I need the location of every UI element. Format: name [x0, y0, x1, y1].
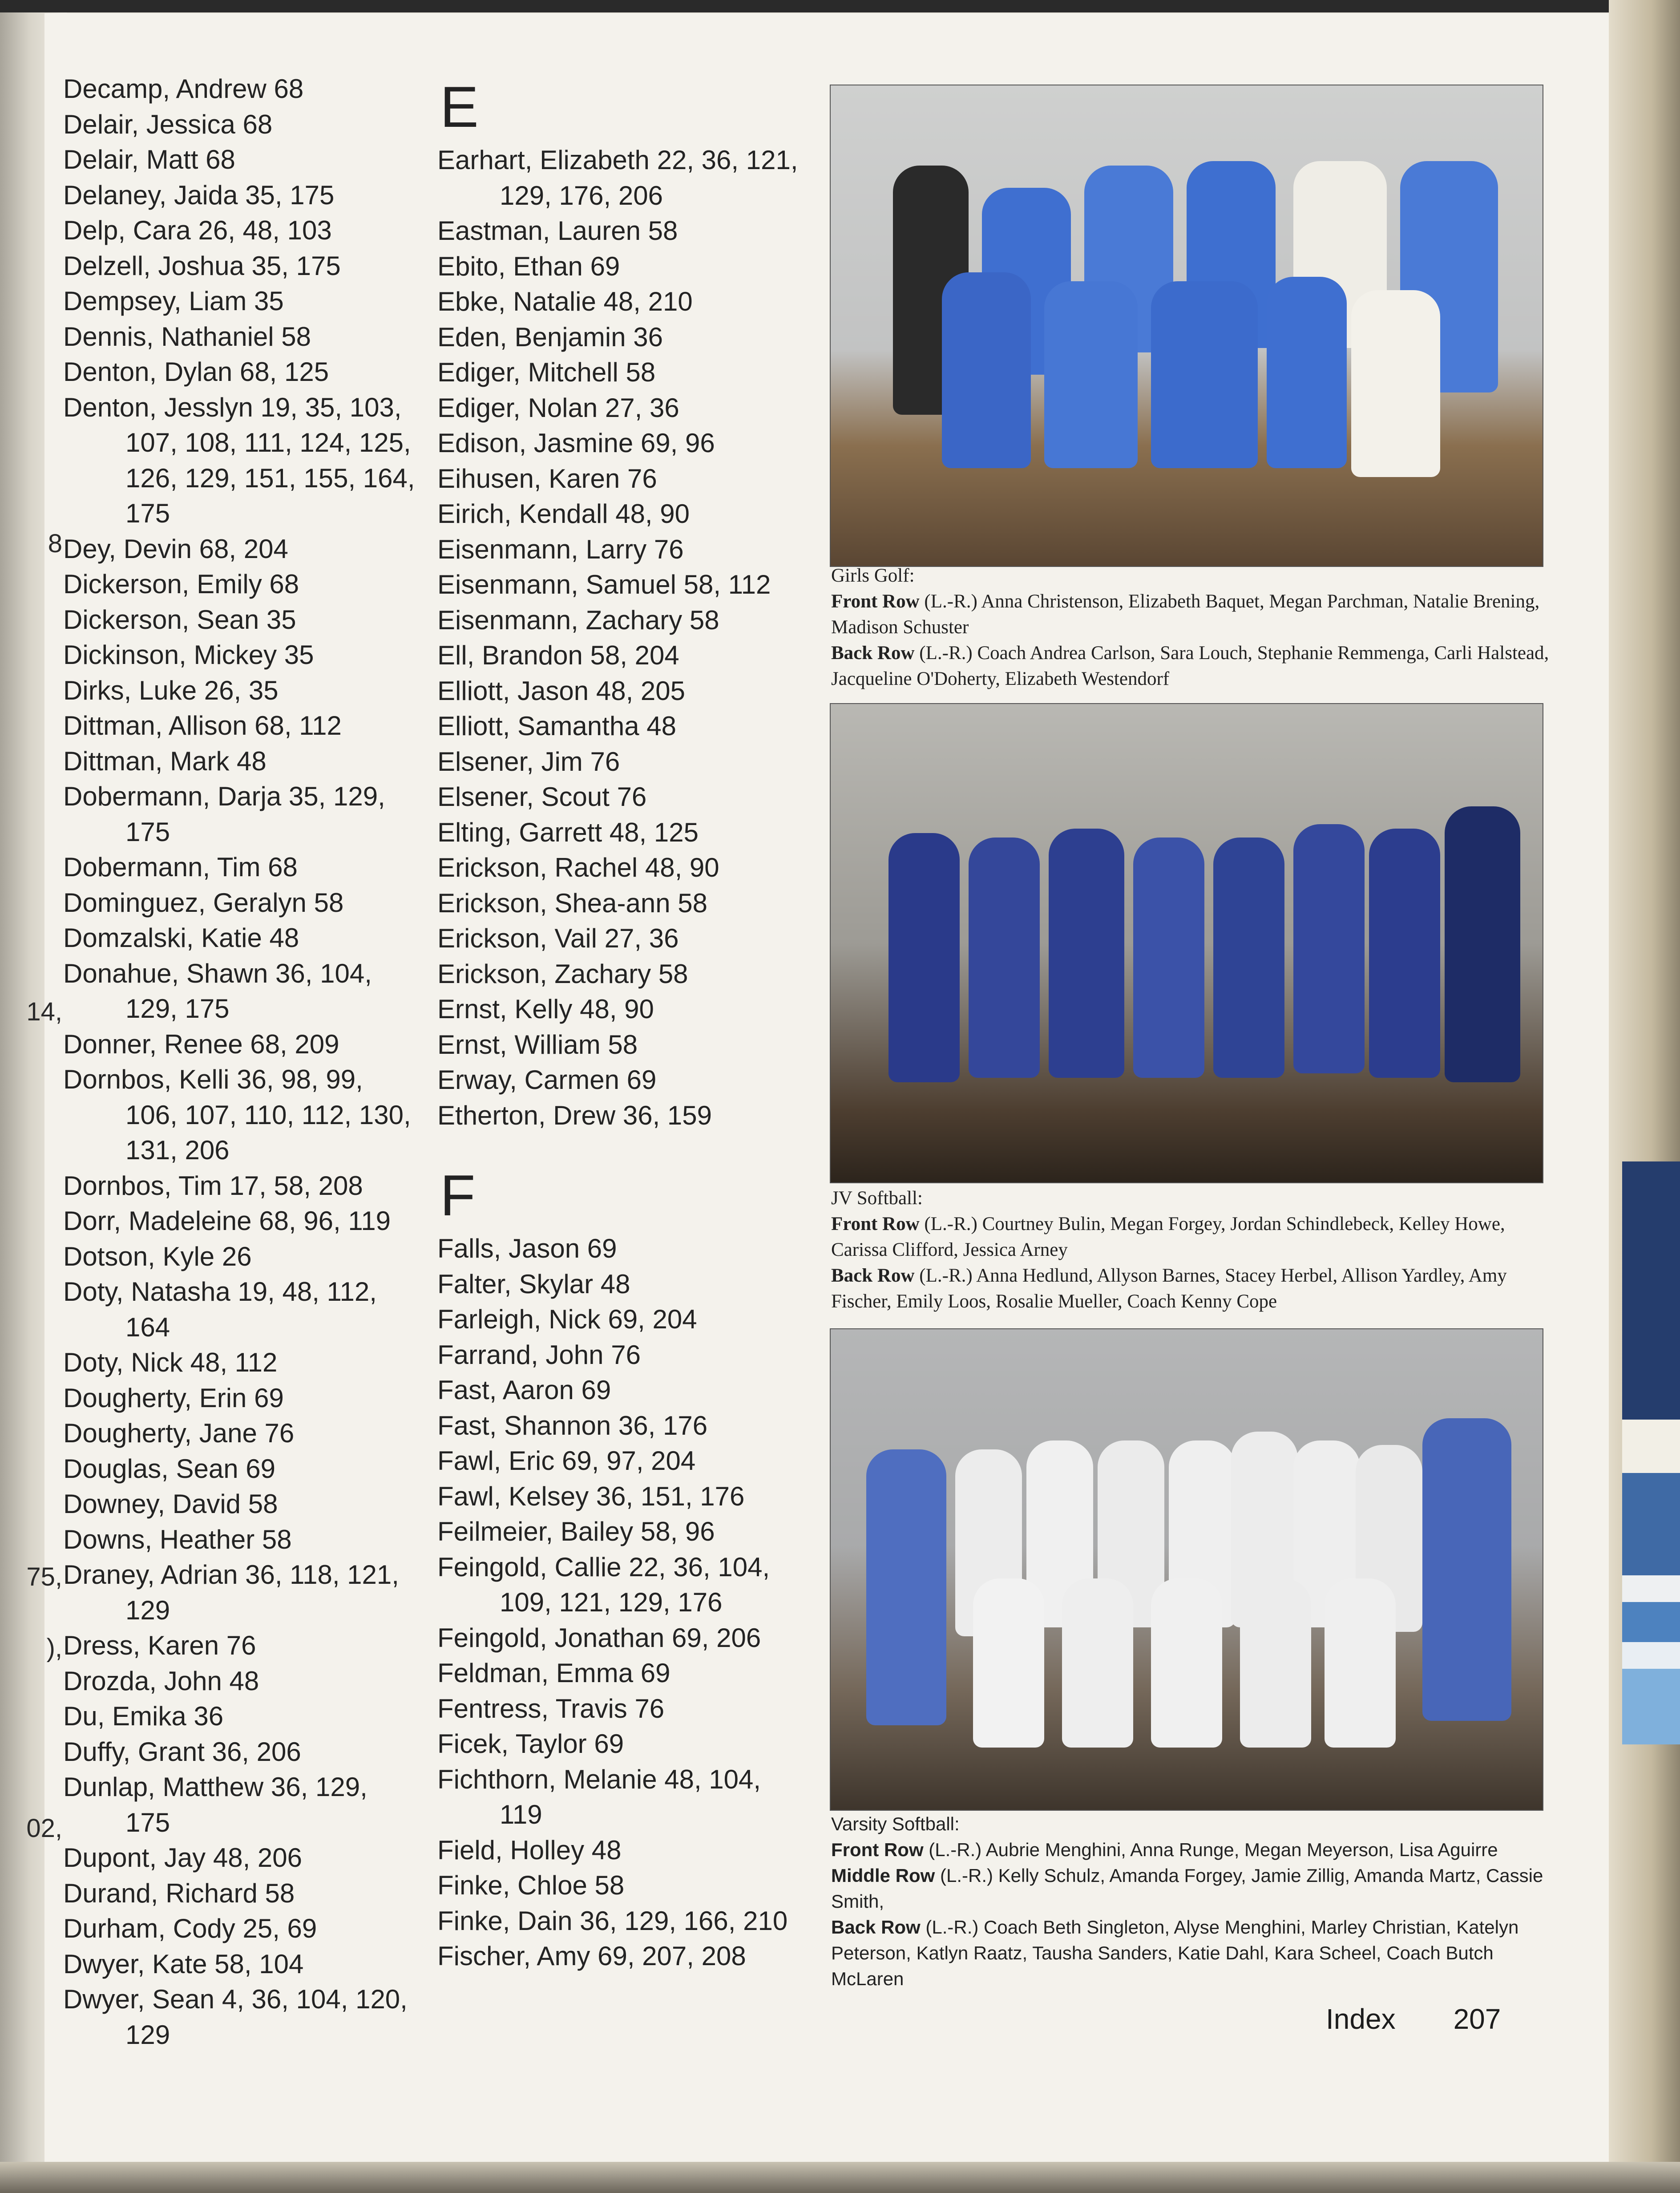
index-entry: Earhart, Elizabeth 22, 36, 121, 129, 176, 206	[437, 145, 798, 210]
index-entry: Dougherty, Erin 69	[63, 1383, 284, 1413]
index-entry: Feldman, Emma 69	[437, 1658, 670, 1688]
index-entry: Finke, Chloe 58	[437, 1870, 625, 1900]
section-tab-white-3	[1622, 1642, 1680, 1669]
index-entry: Delair, Jessica 68	[63, 109, 273, 139]
index-entry: Dittman, Allison 68, 112	[63, 711, 342, 740]
index-entry: Dornbos, Tim 17, 58, 208	[63, 1170, 363, 1201]
index-entry: Doty, Natasha 19, 48, 112, 164	[63, 1277, 377, 1342]
caption-middle-text: (L.-R.) Kelly Schulz, Amanda Forgey, Jamie Zillig, Amanda Martz, Cassie Smith,	[831, 1865, 1543, 1912]
index-entry: Doty, Nick 48, 112	[63, 1347, 278, 1377]
index-entry: Drozda, John 48	[63, 1666, 259, 1696]
caption-title: Varsity Softball:	[831, 1813, 960, 1834]
caption-back-text: (L.-R.) Coach Beth Singleton, Alyse Menghini, Marley Christian, Katelyn Peterson, Katlyn Raatz, Tausha Sanders, Katie Dahl, Kara Scheel, Coach Butch McLaren	[831, 1917, 1519, 1989]
index-column-d	[63, 71, 419, 2052]
section-tab-mid-blue	[1622, 1473, 1680, 1575]
caption-front-label: Front Row	[831, 1839, 924, 1860]
page-top-edge	[0, 0, 1680, 12]
caption-back-text: (L.-R.) Coach Andrea Carlson, Sara Louch, Stephanie Remmenga, Carli Halstead, Jacqueline O'Doherty, Elizabeth Westendorf	[831, 643, 1549, 689]
caption-back-label: Back Row	[831, 1265, 915, 1286]
index-entry: Delair, Matt 68	[63, 145, 235, 174]
index-entry: Etherton, Drew 36, 159	[437, 1100, 712, 1130]
index-entry: Elsener, Jim 76	[437, 746, 620, 777]
index-entry: Draney, Adrian 36, 118, 121, 129	[63, 1560, 399, 1625]
index-entry: Dotson, Kyle 26	[63, 1241, 252, 1271]
caption-front-label: Front Row	[831, 591, 920, 612]
index-entry: Erickson, Shea-ann 58	[437, 888, 708, 918]
index-entry: Elliott, Samantha 48	[437, 711, 676, 741]
index-entry: Douglas, Sean 69	[63, 1453, 276, 1484]
index-entry: Falls, Jason 69	[437, 1234, 617, 1263]
index-entry: Field, Holley 48	[437, 1835, 622, 1865]
index-entry: Erway, Carmen 69	[437, 1065, 657, 1095]
index-entry: Eisenmann, Zachary 58	[437, 605, 719, 635]
section-tab-blue	[1622, 1602, 1680, 1642]
index-entry: Dupont, Jay 48, 206	[63, 1843, 303, 1873]
facing-page-fragment: 14,	[26, 997, 62, 1026]
varsity-softball-photo	[830, 1328, 1543, 1811]
index-entry: Feingold, Jonathan 69, 206	[437, 1622, 761, 1653]
index-entry: Fentress, Travis 76	[437, 1693, 665, 1724]
index-entry: Eisenmann, Larry 76	[437, 534, 684, 564]
index-entry: Fast, Shannon 36, 176	[437, 1410, 708, 1440]
index-entry: Dress, Karen 76	[63, 1631, 256, 1660]
index-entry: Eihusen, Karen 76	[437, 463, 657, 494]
caption-front-text: (L.-R.) Anna Christenson, Elizabeth Baquet, Megan Parchman, Natalie Brening, Madison Schuster	[831, 591, 1540, 638]
index-entry: Eirich, Kendall 48, 90	[437, 499, 690, 529]
index-entry: Delp, Cara 26, 48, 103	[63, 215, 332, 245]
index-entry: Domzalski, Katie 48	[63, 923, 299, 953]
index-entry: Eden, Benjamin 36	[437, 322, 663, 352]
index-entry: Durand, Richard 58	[63, 1878, 295, 1908]
page-footer	[1326, 2003, 1559, 2035]
caption-front-text: (L.-R.) Courtney Bulin, Megan Forgey, Jordan Schindlebeck, Kelley Howe, Carissa Clifford, Jessica Arney	[831, 1214, 1505, 1260]
index-entry: Dey, Devin 68, 204	[63, 534, 288, 564]
index-entry: Downey, David 58	[63, 1489, 278, 1519]
jv-softball-caption	[831, 1186, 1552, 1315]
section-letter-f: F	[440, 1163, 476, 1228]
index-entry: Dirks, Luke 26, 35	[63, 675, 279, 705]
index-entry: Durham, Cody 25, 69	[63, 1914, 317, 1943]
caption-back-label: Back Row	[831, 643, 915, 664]
index-entry: Donner, Renee 68, 209	[63, 1029, 339, 1059]
index-entry: Delzell, Joshua 35, 175	[63, 251, 341, 281]
section-tab-white-2	[1622, 1575, 1680, 1602]
index-entry: Dittman, Mark 48	[63, 746, 267, 776]
index-entry: Dominguez, Geralyn 58	[63, 887, 344, 918]
caption-back-label: Back Row	[831, 1917, 921, 1938]
index-entry: Dickerson, Sean 35	[63, 604, 296, 635]
index-entry: Ficek, Taylor 69	[437, 1729, 624, 1759]
index-entry: Finke, Dain 36, 129, 166, 210	[437, 1906, 788, 1936]
caption-middle-label: Middle Row	[831, 1865, 935, 1886]
index-entry: Eisenmann, Samuel 58, 112	[437, 570, 771, 599]
index-entry: Erickson, Rachel 48, 90	[437, 853, 719, 882]
index-entry: Decamp, Andrew 68	[63, 74, 304, 104]
page-right-edge	[1609, 0, 1680, 2193]
index-column-e-f	[437, 71, 807, 1974]
index-entry: Dorr, Madeleine 68, 96, 119	[63, 1206, 391, 1236]
facing-page-fragment: 02,	[26, 1814, 62, 1843]
index-entry: Feingold, Callie 22, 36, 104, 109, 121, 129, 176	[437, 1552, 770, 1617]
index-entry: Denton, Jesslyn 19, 35, 103, 107, 108, 111, 124, 125, 126, 129, 151, 155, 164, 175	[63, 392, 415, 528]
caption-front-text: (L.-R.) Aubrie Menghini, Anna Runge, Megan Meyerson, Lisa Aguirre	[923, 1839, 1498, 1860]
caption-front-label: Front Row	[831, 1214, 920, 1234]
index-entry: Dennis, Nathaniel 58	[63, 321, 311, 352]
index-entry: Farrand, John 76	[437, 1339, 641, 1370]
index-list-f	[437, 1231, 807, 1974]
index-entry: Du, Emika 36	[63, 1701, 224, 1731]
girls-golf-photo	[830, 85, 1543, 567]
index-entry: Elliott, Jason 48, 205	[437, 676, 686, 706]
facing-page-fragment: 8	[48, 529, 62, 558]
index-entry: Ernst, Kelly 48, 90	[437, 994, 654, 1024]
section-tab-dark-blue	[1622, 1161, 1680, 1420]
index-entry: Eastman, Lauren 58	[437, 216, 678, 246]
index-entry: Dobermann, Tim 68	[63, 852, 298, 882]
section-letter-e: E	[440, 74, 479, 139]
page-bottom-edge	[0, 2162, 1680, 2193]
index-entry: Dornbos, Kelli 36, 98, 99, 106, 107, 110, 112, 130, 131, 206	[63, 1064, 411, 1165]
index-entry: Fischer, Amy 69, 207, 208	[437, 1941, 746, 1971]
index-entry: Ebito, Ethan 69	[437, 251, 620, 281]
index-entry: Feilmeier, Bailey 58, 96	[437, 1517, 715, 1546]
index-entry: Fast, Aaron 69	[437, 1375, 611, 1405]
facing-page-fragment: ),	[46, 1634, 62, 1663]
section-tab-light-blue	[1622, 1669, 1680, 1744]
facing-page-fragment: 75,	[26, 1562, 62, 1591]
index-entry: Fichthorn, Melanie 48, 104, 119	[437, 1764, 761, 1829]
index-entry: Dickinson, Mickey 35	[63, 640, 314, 670]
index-entry: Dunlap, Matthew 36, 129, 175	[63, 1772, 368, 1837]
index-entry: Donahue, Shawn 36, 104, 129, 175	[63, 958, 372, 1024]
index-entry: Ell, Brandon 58, 204	[437, 640, 679, 670]
index-entry: Elting, Garrett 48, 125	[437, 817, 699, 847]
caption-title: Girls Golf:	[831, 565, 915, 586]
page-number: 207	[1453, 2003, 1501, 2035]
index-entry: Elsener, Scout 76	[437, 782, 647, 812]
jv-softball-photo	[830, 703, 1543, 1183]
index-entry: Fawl, Eric 69, 97, 204	[437, 1446, 696, 1476]
caption-back-text: (L.-R.) Anna Hedlund, Allyson Barnes, Stacey Herbel, Allison Yardley, Amy Fischer, Emily Loos, Rosalie Mueller, Coach Kenny Cope	[831, 1265, 1507, 1312]
girls-golf-caption	[831, 563, 1552, 692]
footer-section-label: Index	[1326, 2003, 1396, 2035]
index-entry: Ebke, Natalie 48, 210	[437, 287, 693, 316]
index-list-e	[437, 142, 807, 1133]
index-entry: Fawl, Kelsey 36, 151, 176	[437, 1481, 745, 1511]
index-entry: Dobermann, Darja 35, 129, 175	[63, 781, 385, 847]
index-entry: Dougherty, Jane 76	[63, 1418, 295, 1448]
index-entry: Ediger, Nolan 27, 36	[437, 392, 679, 423]
index-entry: Denton, Dylan 68, 125	[63, 357, 329, 387]
index-entry: Downs, Heather 58	[63, 1524, 292, 1554]
index-entry: Dickerson, Emily 68	[63, 569, 299, 599]
varsity-softball-caption	[831, 1811, 1552, 1992]
index-entry: Dwyer, Sean 4, 36, 104, 120, 129	[63, 1984, 408, 2050]
index-entry: Ernst, William 58	[437, 1029, 638, 1060]
index-entry: Dwyer, Kate 58, 104	[63, 1949, 304, 1979]
index-entry: Erickson, Zachary 58	[437, 959, 688, 989]
caption-title: JV Softball:	[831, 1188, 923, 1209]
index-entry: Duffy, Grant 36, 206	[63, 1736, 301, 1767]
index-entry: Delaney, Jaida 35, 175	[63, 180, 335, 210]
section-tab-white	[1622, 1420, 1680, 1473]
index-entry: Ediger, Mitchell 58	[437, 357, 656, 387]
index-entry: Edison, Jasmine 69, 96	[437, 428, 715, 458]
index-entry: Farleigh, Nick 69, 204	[437, 1304, 697, 1334]
index-entry: Dempsey, Liam 35	[63, 286, 284, 316]
index-entry: Erickson, Vail 27, 36	[437, 923, 679, 953]
index-entry: Falter, Skylar 48	[437, 1269, 630, 1299]
